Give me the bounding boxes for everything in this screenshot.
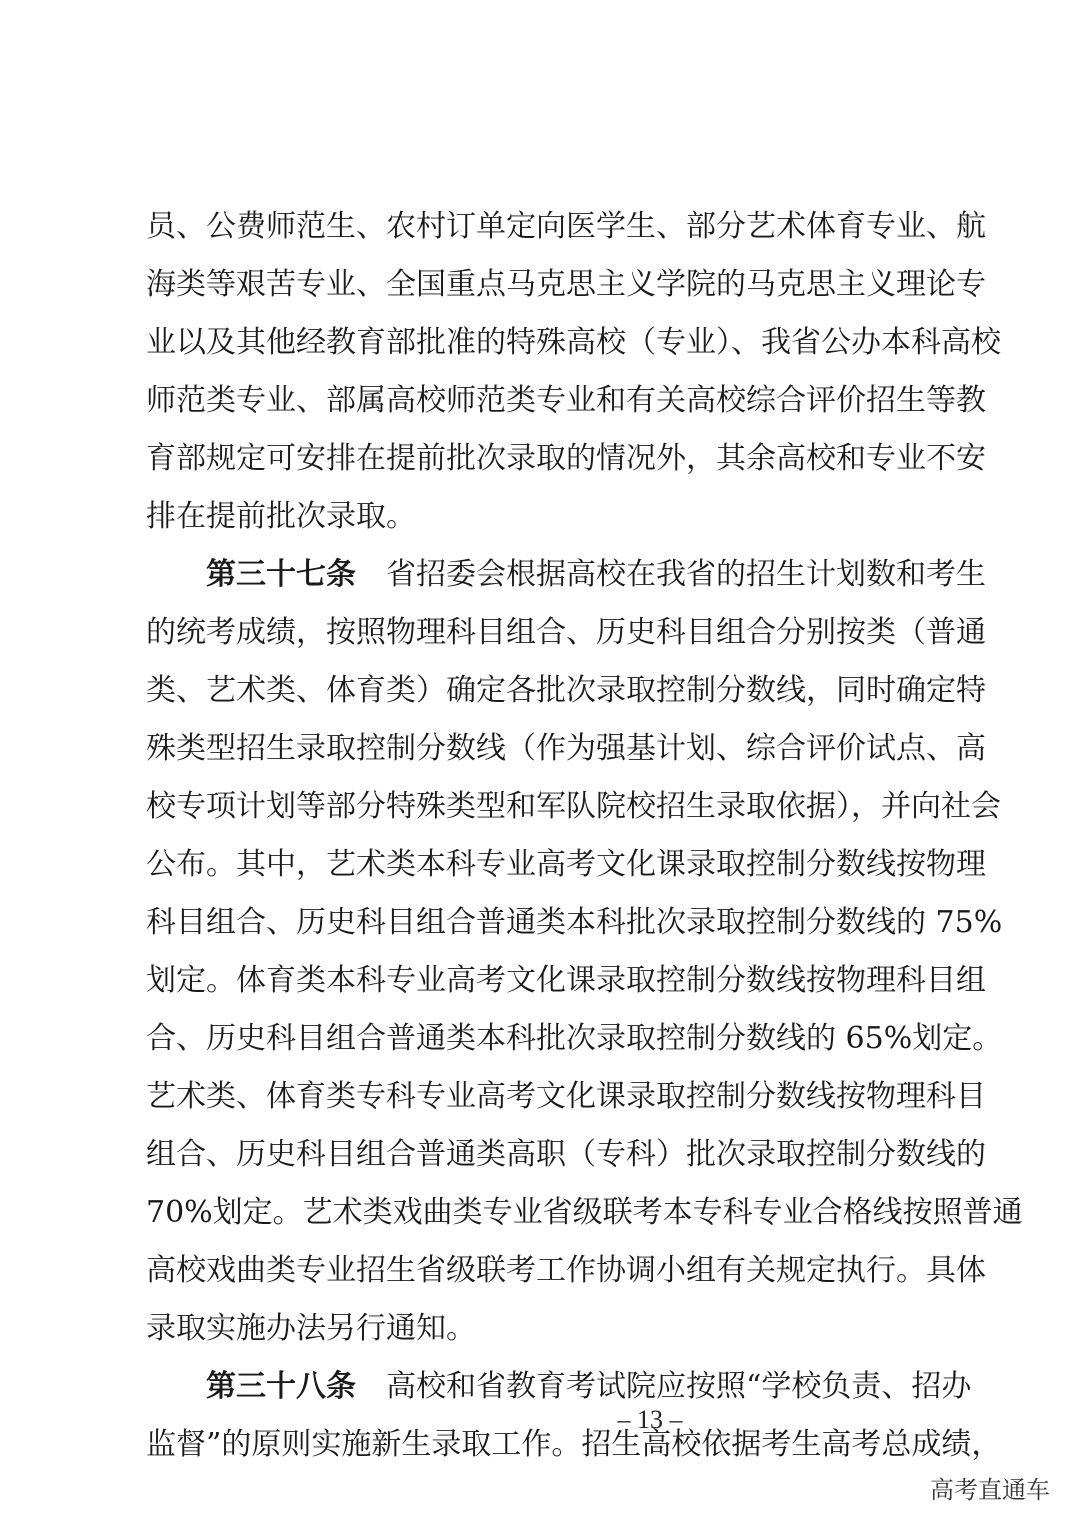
text-line: 业以及其他经教育部批准的特殊高校（专业）、我省公办本科高校 (146, 325, 1001, 360)
article-38-first-text: 高校和省教育考试院应按照“学校负责、招办 (386, 1369, 972, 1404)
text-line: 海类等艰苦专业、全国重点马克思主义学院的马克思主义理论专 (146, 267, 986, 302)
text-line: 排在提前批次录取。 (146, 499, 416, 534)
text-line: 监督”的原则实施新生录取工作。招生高校依据考生高考总成绩， (146, 1427, 1002, 1462)
continuation-paragraph (146, 198, 1001, 546)
text-line: 校专项计划等部分特殊类型和军队院校招生录取依据），并向社会 (146, 789, 1001, 824)
text-line: 育部规定可安排在提前批次录取的情况外，其余高校和专业不安 (146, 441, 986, 476)
article-37 (146, 546, 1023, 1358)
article-37-title: 第三十七条 (206, 557, 356, 592)
text-line: 公布。其中，艺术类本科专业高考文化课录取控制分数线按物理 (146, 847, 986, 882)
text-line: 殊类型招生录取控制分数线（作为强基计划、综合评价试点、高 (146, 731, 986, 766)
text-line: 科目组合、历史科目组合普通类本科批次录取控制分数线的 75% (146, 905, 1003, 940)
text-line: 组合、历史科目组合普通类高职（专科）批次录取控制分数线的 (146, 1137, 986, 1172)
article-37-first-text: 省招委会根据高校在我省的招生计划数和考生 (386, 557, 986, 592)
page-number: – 13 – (617, 1405, 683, 1434)
text-line: 70%划定。艺术类戏曲类专业省级联考本专科专业合格线按照普通 (146, 1195, 1023, 1230)
text-line: 类、艺术类、体育类）确定各批次录取控制分数线，同时确定特 (146, 673, 986, 708)
text-line: 高校戏曲类专业招生省级联考工作协调小组有关规定执行。具体 (146, 1253, 986, 1288)
text-line: 员、公费师范生、农村订单定向医学生、部分艺术体育专业、航 (146, 209, 986, 244)
text-line: 师范类专业、部属高校师范类专业和有关高校综合评价招生等教 (146, 383, 986, 418)
watermark-label: 高考直通车 (930, 1476, 1050, 1504)
text-line: 录取实施办法另行通知。 (146, 1311, 476, 1346)
text-line: 合、历史科目组合普通类本科批次录取控制分数线的 65%划定。 (146, 1021, 1003, 1056)
article-first-line (146, 546, 986, 604)
document-body (146, 198, 1023, 1474)
text-line: 划定。体育类本科专业高考文化课录取控制分数线按物理科目组 (146, 963, 986, 998)
text-line: 艺术类、体育类专科专业高考文化课录取控制分数线按物理科目 (146, 1079, 986, 1114)
text-line: 的统考成绩，按照物理科目组合、历史科目组合分别按类（普通 (146, 615, 986, 650)
article-38-title: 第三十八条 (206, 1369, 356, 1404)
